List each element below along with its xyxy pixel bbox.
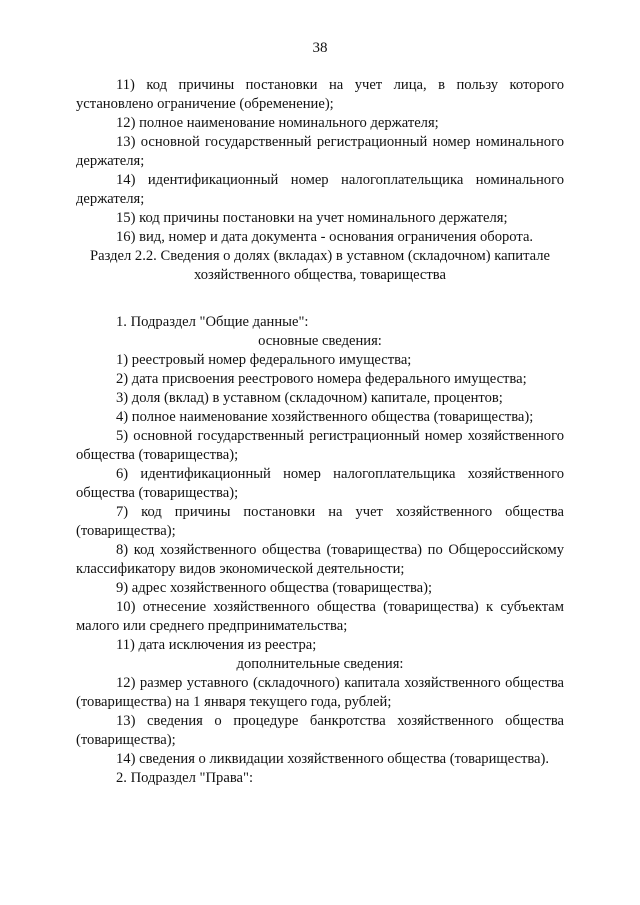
list-item: 13) основной государственный регистрационный номер номинального держателя; (76, 134, 564, 169)
main-info-label: основные сведения: (258, 333, 382, 349)
list-item: 10) отнесение хозяйственного общества (товарищества) к субъектам малого или среднего предпринимательства; (76, 599, 564, 634)
list-item: 1) реестровый номер федерального имущества; (116, 352, 412, 368)
list-item: 11) дата исключения из реестра; (116, 637, 317, 653)
list-item: 2) дата присвоения реестрового номера федерального имущества; (116, 371, 527, 387)
list-item: 12) размер уставного (складочного) капитала хозяйственного общества (товарищества) на 1 января текущего года, рублей; (76, 675, 564, 710)
subsection-heading: 2. Подраздел "Права": (116, 770, 254, 786)
list-item: 12) полное наименование номинального держателя; (116, 115, 439, 131)
list-item: 16) вид, номер и дата документа - основания ограничения оборота. (116, 229, 534, 245)
list-item: 5) основной государственный регистрационный номер хозяйственного общества (товарищества); (76, 428, 564, 463)
list-item: 7) код причины постановки на учет хозяйственного общества (товарищества); (76, 504, 564, 539)
list-item: 14) сведения о ликвидации хозяйственного общества (товарищества). (116, 751, 550, 767)
list-item: 6) идентификационный номер налогоплательщика хозяйственного общества (товарищества); (76, 466, 564, 501)
list-item: 9) адрес хозяйственного общества (товарищества); (116, 580, 433, 596)
subsection-heading: 1. Подраздел "Общие данные": (116, 314, 309, 330)
list-item: 3) доля (вклад) в уставном (складочном) капитале, процентов; (116, 390, 503, 406)
document-body (76, 76, 564, 788)
section-title (76, 247, 564, 285)
list-item: 14) идентификационный номер налогоплательщика номинального держателя; (76, 172, 564, 207)
additional-info-label: дополнительные сведения: (236, 656, 404, 672)
section-title-line-2: хозяйственного общества, товарищества (194, 267, 446, 283)
list-item: 8) код хозяйственного общества (товарищества) по Общероссийскому классификатору видов экономической деятельности; (76, 542, 564, 577)
list-item: 15) код причины постановки на учет номинального держателя; (116, 210, 508, 226)
list-item: 13) сведения о процедуре банкротства хозяйственного общества (товарищества); (76, 713, 564, 748)
page-number: 38 (312, 40, 328, 56)
section-title-line-1: Раздел 2.2. Сведения о долях (вкладах) в уставном (складочном) капитале (90, 248, 550, 264)
list-item: 4) полное наименование хозяйственного общества (товарищества); (116, 409, 534, 425)
list-item: 11) код причины постановки на учет лица, в пользу которого установлено ограничение (обременение); (76, 77, 564, 112)
